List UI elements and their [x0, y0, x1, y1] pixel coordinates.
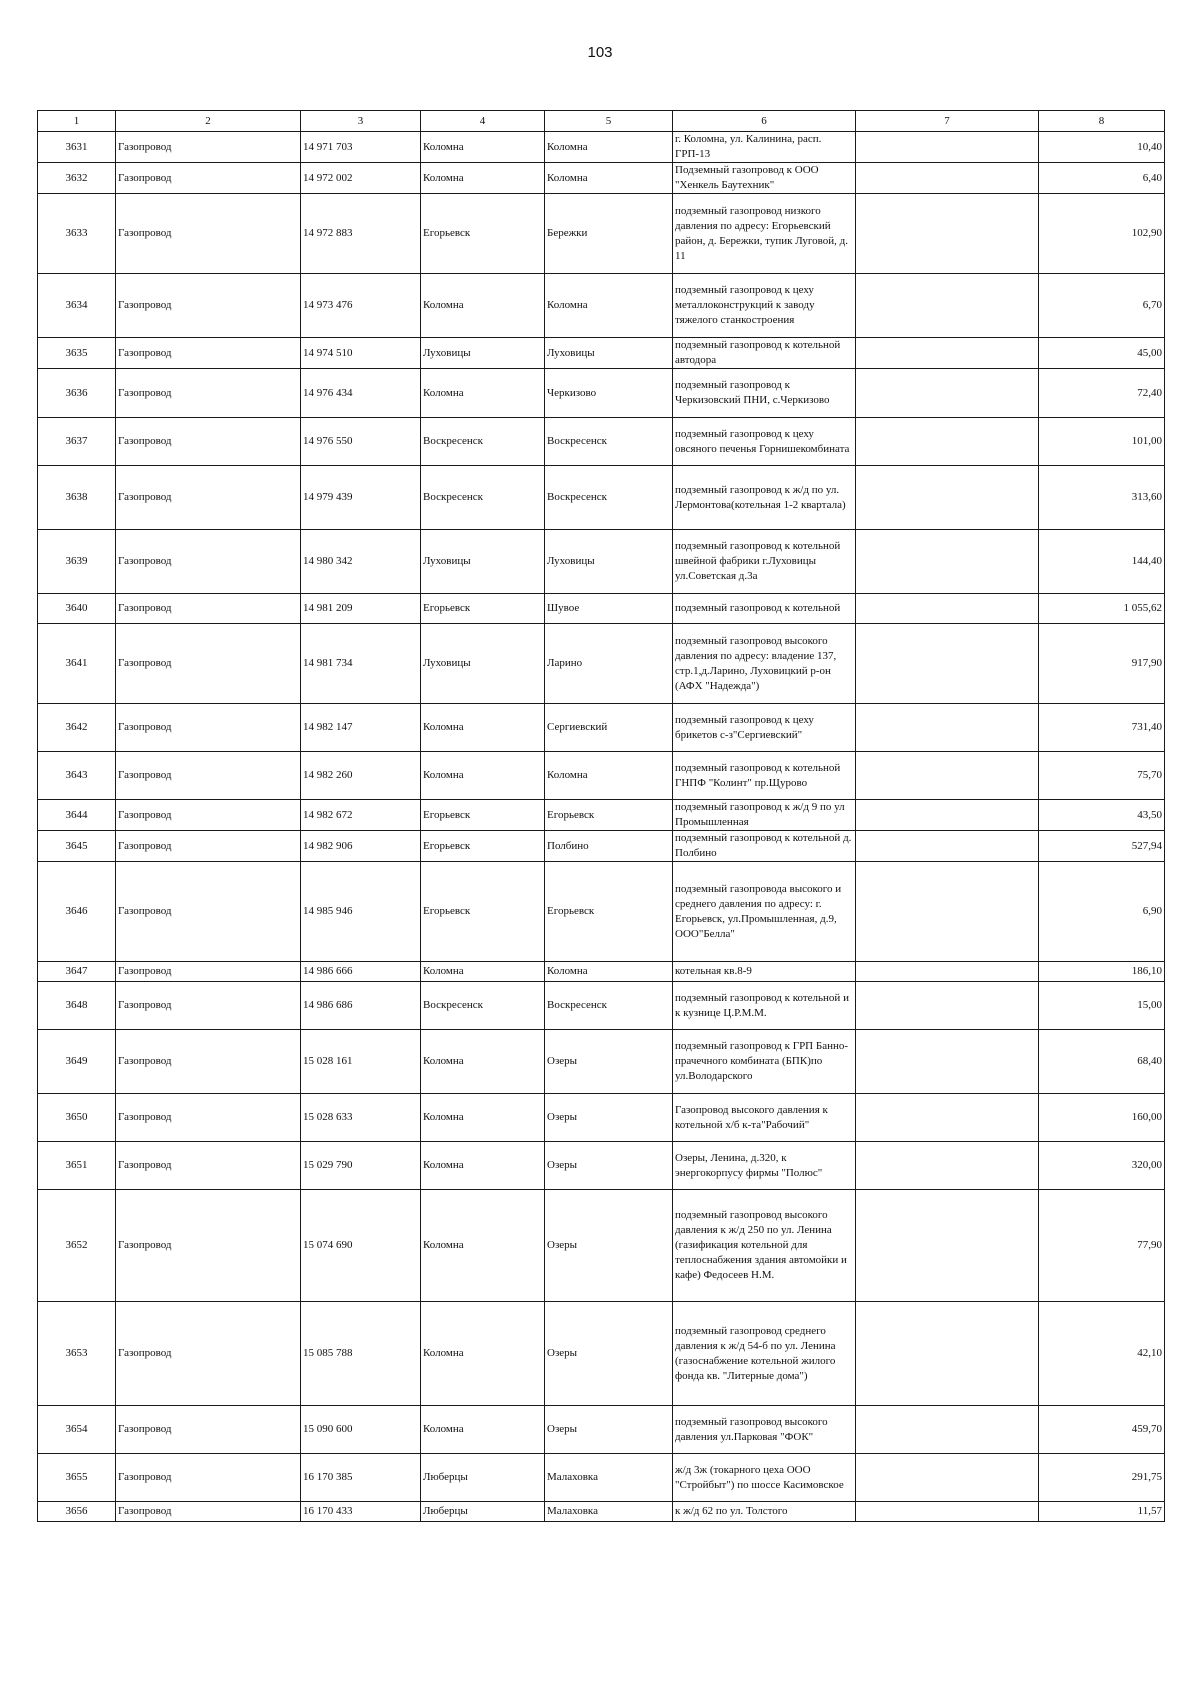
cell-locality: Малаховка — [545, 1454, 673, 1502]
cell-code: 14 976 550 — [301, 418, 421, 466]
column-header: 3 — [301, 111, 421, 132]
column-header: 8 — [1039, 111, 1165, 132]
cell-description: подземный газопровод к цеху металлоконструкций к заводу тяжелого станкостроения — [673, 274, 856, 338]
cell-code: 14 974 510 — [301, 338, 421, 369]
cell-number: 3656 — [38, 1502, 116, 1522]
table-row — [38, 194, 1165, 274]
cell-code: 14 985 946 — [301, 862, 421, 962]
cell-object-type: Газопровод — [116, 1502, 301, 1522]
cell-value: 43,50 — [1039, 800, 1165, 831]
cell-code: 14 986 686 — [301, 982, 421, 1030]
cell-description: подземный газопровод низкого давления по адресу: Егорьевский район, д. Бережки, тупик Луговой, д. 11 — [673, 194, 856, 274]
cell-code: 14 971 703 — [301, 132, 421, 163]
cell-number: 3651 — [38, 1142, 116, 1190]
cell-object-type: Газопровод — [116, 274, 301, 338]
cell-locality: Озеры — [545, 1302, 673, 1406]
cell-locality: Луховицы — [545, 338, 673, 369]
cell-value: 6,90 — [1039, 862, 1165, 962]
cell-object-type: Газопровод — [116, 1190, 301, 1302]
cell-number: 3642 — [38, 704, 116, 752]
cell-code: 16 170 385 — [301, 1454, 421, 1502]
cell-number: 3635 — [38, 338, 116, 369]
cell-code: 14 982 147 — [301, 704, 421, 752]
cell-locality: Черкизово — [545, 369, 673, 418]
cell-code: 14 972 002 — [301, 163, 421, 194]
cell-locality: Воскресенск — [545, 418, 673, 466]
cell-code: 15 029 790 — [301, 1142, 421, 1190]
cell-value: 527,94 — [1039, 831, 1165, 862]
table-row — [38, 1030, 1165, 1094]
cell-value: 160,00 — [1039, 1094, 1165, 1142]
cell-locality: Егорьевск — [545, 800, 673, 831]
cell-value: 77,90 — [1039, 1190, 1165, 1302]
cell-number: 3654 — [38, 1406, 116, 1454]
cell-code: 14 976 434 — [301, 369, 421, 418]
cell-value: 11,57 — [1039, 1502, 1165, 1522]
cell-district: Егорьевск — [421, 862, 545, 962]
cell-district: Коломна — [421, 1094, 545, 1142]
cell-code: 14 972 883 — [301, 194, 421, 274]
cell-district: Егорьевск — [421, 800, 545, 831]
cell-locality: Коломна — [545, 274, 673, 338]
cell-code: 15 085 788 — [301, 1302, 421, 1406]
cell-description: подземный газопровод к цеху овсяного печенья Горнишекомбината — [673, 418, 856, 466]
cell-object-type: Газопровод — [116, 704, 301, 752]
cell-number: 3643 — [38, 752, 116, 800]
cell-district: Коломна — [421, 962, 545, 982]
cell-description: подземный газопровод к котельной ГНПФ "Колинт" пр.Щурово — [673, 752, 856, 800]
cell-note — [856, 982, 1039, 1030]
cell-description: Озеры, Ленина, д.320, к энергокорпусу фирмы "Полюс" — [673, 1142, 856, 1190]
cell-value: 144,40 — [1039, 530, 1165, 594]
cell-number: 3637 — [38, 418, 116, 466]
cell-description: подземный газопровод к ж/д по ул. Лермонтова(котельная 1-2 квартала) — [673, 466, 856, 530]
cell-object-type: Газопровод — [116, 752, 301, 800]
table-row — [38, 800, 1165, 831]
cell-number: 3653 — [38, 1302, 116, 1406]
cell-value: 1 055,62 — [1039, 594, 1165, 624]
cell-note — [856, 132, 1039, 163]
cell-district: Коломна — [421, 163, 545, 194]
cell-object-type: Газопровод — [116, 831, 301, 862]
cell-district: Люберцы — [421, 1454, 545, 1502]
cell-district: Луховицы — [421, 624, 545, 704]
cell-number: 3646 — [38, 862, 116, 962]
cell-object-type: Газопровод — [116, 163, 301, 194]
cell-value: 15,00 — [1039, 982, 1165, 1030]
cell-district: Коломна — [421, 1302, 545, 1406]
cell-code: 15 074 690 — [301, 1190, 421, 1302]
cell-object-type: Газопровод — [116, 1094, 301, 1142]
cell-note — [856, 624, 1039, 704]
cell-code: 15 028 161 — [301, 1030, 421, 1094]
cell-description: подземный газопровод высокого давления ул.Парковая "ФОК" — [673, 1406, 856, 1454]
cell-note — [856, 1302, 1039, 1406]
cell-value: 72,40 — [1039, 369, 1165, 418]
cell-object-type: Газопровод — [116, 418, 301, 466]
cell-district: Коломна — [421, 132, 545, 163]
cell-note — [856, 831, 1039, 862]
cell-note — [856, 1030, 1039, 1094]
cell-district: Коломна — [421, 1190, 545, 1302]
cell-district: Коломна — [421, 1142, 545, 1190]
cell-code: 14 982 672 — [301, 800, 421, 831]
cell-object-type: Газопровод — [116, 369, 301, 418]
cell-district: Коломна — [421, 1030, 545, 1094]
cell-value: 320,00 — [1039, 1142, 1165, 1190]
cell-description: подземный газопровод к цеху брикетов с-з"Сергиевский" — [673, 704, 856, 752]
cell-note — [856, 530, 1039, 594]
cell-locality: Озеры — [545, 1190, 673, 1302]
cell-object-type: Газопровод — [116, 466, 301, 530]
cell-description: подземный газопровод высокого давления к ж/д 250 по ул. Ленина (газификация котельной для теплоснабжения здания автомойки и кафе) Федосеев Н.М. — [673, 1190, 856, 1302]
cell-district: Воскресенск — [421, 418, 545, 466]
cell-number: 3652 — [38, 1190, 116, 1302]
cell-value: 68,40 — [1039, 1030, 1165, 1094]
table-row — [38, 338, 1165, 369]
cell-object-type: Газопровод — [116, 530, 301, 594]
cell-description: подземный газопровод к котельной д. Полбино — [673, 831, 856, 862]
cell-code: 14 986 666 — [301, 962, 421, 982]
table-body — [38, 132, 1165, 1522]
cell-object-type: Газопровод — [116, 1454, 301, 1502]
cell-note — [856, 163, 1039, 194]
cell-number: 3640 — [38, 594, 116, 624]
table-row — [38, 132, 1165, 163]
cell-object-type: Газопровод — [116, 132, 301, 163]
cell-code: 14 980 342 — [301, 530, 421, 594]
cell-description: подземный газопровод к ж/д 9 по ул Промышленная — [673, 800, 856, 831]
cell-object-type: Газопровод — [116, 800, 301, 831]
table-row — [38, 862, 1165, 962]
cell-code: 14 982 906 — [301, 831, 421, 862]
table-row — [38, 594, 1165, 624]
cell-number: 3648 — [38, 982, 116, 1030]
cell-description: ж/д 3ж (токарного цеха ООО "Стройбыт") по шоссе Касимовское — [673, 1454, 856, 1502]
cell-district: Егорьевск — [421, 194, 545, 274]
table-row — [38, 1502, 1165, 1522]
table-row — [38, 369, 1165, 418]
cell-object-type: Газопровод — [116, 338, 301, 369]
register-table — [37, 110, 1165, 1522]
column-header: 2 — [116, 111, 301, 132]
cell-code: 15 028 633 — [301, 1094, 421, 1142]
cell-number: 3639 — [38, 530, 116, 594]
cell-number: 3647 — [38, 962, 116, 982]
cell-locality: Луховицы — [545, 530, 673, 594]
cell-number: 3632 — [38, 163, 116, 194]
table-row — [38, 1454, 1165, 1502]
cell-district: Егорьевск — [421, 594, 545, 624]
cell-value: 313,60 — [1039, 466, 1165, 530]
cell-code: 16 170 433 — [301, 1502, 421, 1522]
cell-value: 42,10 — [1039, 1302, 1165, 1406]
table-row — [38, 1142, 1165, 1190]
cell-note — [856, 594, 1039, 624]
cell-object-type: Газопровод — [116, 982, 301, 1030]
cell-description: подземный газопровод к котельной — [673, 594, 856, 624]
cell-description: подземный газопровод к ГРП Банно-прачечного комбината (БПК)по ул.Володарского — [673, 1030, 856, 1094]
cell-locality: Озеры — [545, 1406, 673, 1454]
cell-code: 15 090 600 — [301, 1406, 421, 1454]
cell-code: 14 973 476 — [301, 274, 421, 338]
cell-note — [856, 274, 1039, 338]
cell-district: Коломна — [421, 704, 545, 752]
cell-object-type: Газопровод — [116, 1302, 301, 1406]
cell-number: 3636 — [38, 369, 116, 418]
cell-note — [856, 1406, 1039, 1454]
cell-district: Коломна — [421, 752, 545, 800]
table-row — [38, 982, 1165, 1030]
table-row — [38, 624, 1165, 704]
cell-number: 3641 — [38, 624, 116, 704]
cell-note — [856, 1454, 1039, 1502]
cell-district: Коломна — [421, 369, 545, 418]
cell-description: к ж/д 62 по ул. Толстого — [673, 1502, 856, 1522]
cell-number: 3633 — [38, 194, 116, 274]
cell-value: 102,90 — [1039, 194, 1165, 274]
table-row — [38, 274, 1165, 338]
cell-number: 3649 — [38, 1030, 116, 1094]
cell-locality: Полбино — [545, 831, 673, 862]
cell-value: 731,40 — [1039, 704, 1165, 752]
cell-object-type: Газопровод — [116, 862, 301, 962]
cell-locality: Малаховка — [545, 1502, 673, 1522]
cell-number: 3645 — [38, 831, 116, 862]
table-row — [38, 466, 1165, 530]
cell-value: 10,40 — [1039, 132, 1165, 163]
cell-description: подземный газопровод к котельной автодора — [673, 338, 856, 369]
cell-locality: Коломна — [545, 163, 673, 194]
cell-description: г. Коломна, ул. Калинина, расп. ГРП-13 — [673, 132, 856, 163]
table-row — [38, 962, 1165, 982]
cell-note — [856, 1142, 1039, 1190]
cell-note — [856, 338, 1039, 369]
cell-description: подземный газопровод высокого давления по адресу: владение 137, стр.1,д.Ларино, Луховицкий р-он (АФХ "Надежда") — [673, 624, 856, 704]
column-header: 7 — [856, 111, 1039, 132]
cell-district: Коломна — [421, 1406, 545, 1454]
cell-number: 3631 — [38, 132, 116, 163]
cell-number: 3644 — [38, 800, 116, 831]
table-row — [38, 752, 1165, 800]
cell-note — [856, 418, 1039, 466]
cell-locality: Коломна — [545, 962, 673, 982]
cell-locality: Ларино — [545, 624, 673, 704]
cell-description: подземный газопровод к котельной и к кузнице Ц.Р.М.М. — [673, 982, 856, 1030]
cell-value: 186,10 — [1039, 962, 1165, 982]
cell-object-type: Газопровод — [116, 194, 301, 274]
cell-district: Воскресенск — [421, 466, 545, 530]
cell-description: подземный газопровод к котельной швейной фабрики г.Луховицы ул.Советская д.3а — [673, 530, 856, 594]
cell-note — [856, 1094, 1039, 1142]
table-row — [38, 831, 1165, 862]
cell-value: 917,90 — [1039, 624, 1165, 704]
cell-value: 459,70 — [1039, 1406, 1165, 1454]
cell-description: котельная кв.8-9 — [673, 962, 856, 982]
cell-note — [856, 466, 1039, 530]
cell-description: Подземный газопровод к ООО "Хенкель Баутехник" — [673, 163, 856, 194]
cell-note — [856, 1190, 1039, 1302]
column-header: 5 — [545, 111, 673, 132]
cell-description: подземный газопровод к Черкизовский ПНИ, с.Черкизово — [673, 369, 856, 418]
cell-object-type: Газопровод — [116, 962, 301, 982]
column-header: 6 — [673, 111, 856, 132]
cell-code: 14 981 209 — [301, 594, 421, 624]
table-row — [38, 1094, 1165, 1142]
cell-object-type: Газопровод — [116, 624, 301, 704]
cell-locality: Воскресенск — [545, 982, 673, 1030]
cell-value: 291,75 — [1039, 1454, 1165, 1502]
cell-locality: Озеры — [545, 1142, 673, 1190]
cell-object-type: Газопровод — [116, 594, 301, 624]
table-row — [38, 1406, 1165, 1454]
cell-district: Воскресенск — [421, 982, 545, 1030]
table-row — [38, 530, 1165, 594]
cell-number: 3634 — [38, 274, 116, 338]
cell-number: 3638 — [38, 466, 116, 530]
cell-object-type: Газопровод — [116, 1142, 301, 1190]
cell-note — [856, 800, 1039, 831]
cell-description: подземный газопровод среднего давления к ж/д 54-б по ул. Ленина (газоснабжение котельной жилого фонда кв. "Литерные дома") — [673, 1302, 856, 1406]
cell-object-type: Газопровод — [116, 1030, 301, 1094]
table-row — [38, 163, 1165, 194]
cell-locality: Коломна — [545, 132, 673, 163]
cell-district: Коломна — [421, 274, 545, 338]
cell-value: 101,00 — [1039, 418, 1165, 466]
cell-object-type: Газопровод — [116, 1406, 301, 1454]
cell-locality: Егорьевск — [545, 862, 673, 962]
table-row — [38, 1190, 1165, 1302]
cell-code: 14 981 734 — [301, 624, 421, 704]
cell-locality: Коломна — [545, 752, 673, 800]
cell-district: Люберцы — [421, 1502, 545, 1522]
cell-note — [856, 704, 1039, 752]
cell-note — [856, 962, 1039, 982]
cell-value: 6,70 — [1039, 274, 1165, 338]
cell-number: 3655 — [38, 1454, 116, 1502]
cell-description: подземный газопровода высокого и среднего давления по адресу: г. Егорьевск, ул.Промышленная, д.9, ООО"Белла" — [673, 862, 856, 962]
cell-locality: Сергиевский — [545, 704, 673, 752]
column-header: 1 — [38, 111, 116, 132]
cell-locality: Бережки — [545, 194, 673, 274]
cell-district: Луховицы — [421, 530, 545, 594]
cell-locality: Озеры — [545, 1030, 673, 1094]
cell-locality: Шувое — [545, 594, 673, 624]
cell-description: Газопровод высокого давления к котельной х/б к-та"Рабочий" — [673, 1094, 856, 1142]
cell-note — [856, 862, 1039, 962]
cell-value: 45,00 — [1039, 338, 1165, 369]
cell-note — [856, 752, 1039, 800]
cell-value: 6,40 — [1039, 163, 1165, 194]
cell-district: Егорьевск — [421, 831, 545, 862]
cell-note — [856, 1502, 1039, 1522]
cell-district: Луховицы — [421, 338, 545, 369]
cell-number: 3650 — [38, 1094, 116, 1142]
table-row — [38, 704, 1165, 752]
header-row — [38, 111, 1165, 132]
cell-note — [856, 369, 1039, 418]
cell-locality: Воскресенск — [545, 466, 673, 530]
cell-note — [856, 194, 1039, 274]
page-number: 103 — [587, 44, 613, 61]
table-row — [38, 418, 1165, 466]
cell-code: 14 982 260 — [301, 752, 421, 800]
cell-value: 75,70 — [1039, 752, 1165, 800]
table-row — [38, 1302, 1165, 1406]
cell-code: 14 979 439 — [301, 466, 421, 530]
column-header: 4 — [421, 111, 545, 132]
cell-locality: Озеры — [545, 1094, 673, 1142]
